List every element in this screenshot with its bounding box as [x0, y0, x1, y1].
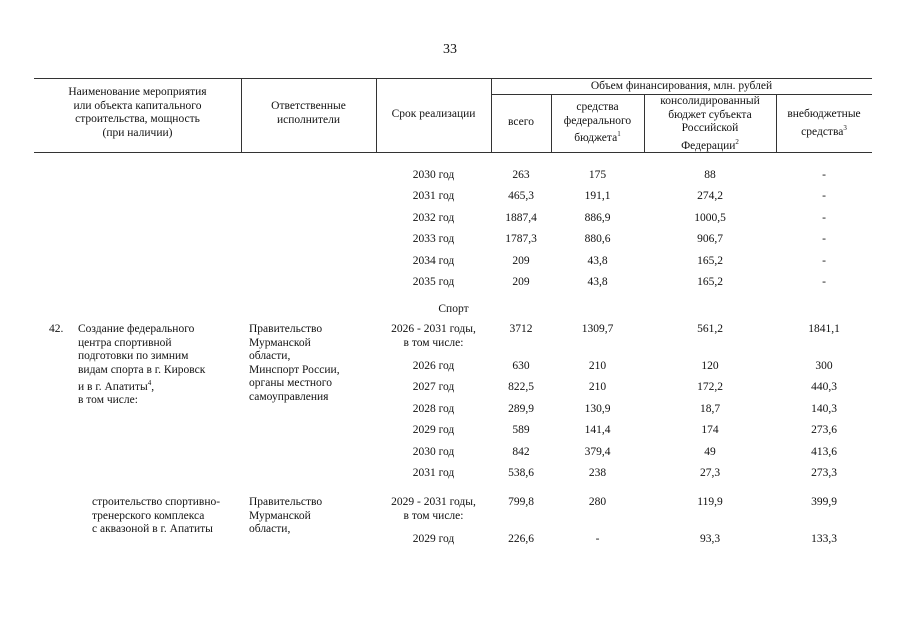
item-summary-federal: 1309,7	[581, 323, 614, 335]
row-total-cell: 538,6	[508, 467, 534, 479]
row-term-cell: 2029 год	[412, 424, 455, 437]
row-federal-cell: 210	[588, 381, 607, 394]
row-extra-cell: -	[822, 169, 826, 181]
row-federal-cell: 43,8	[587, 254, 608, 267]
row-extra-cell: -	[822, 233, 826, 246]
row-regional-cell: 174	[701, 424, 719, 437]
header-federal: средства федерального бюджета$^1$	[563, 101, 632, 144]
subitem-summary-extra: 399,9	[811, 496, 837, 508]
row-extra-cell: -	[822, 276, 826, 288]
row-term-cell: 2027 год	[412, 381, 455, 394]
item-summary-regional: 561,2	[697, 323, 723, 335]
row-extra-cell: -	[822, 254, 826, 267]
row-regional-cell: 120	[701, 360, 719, 372]
header-top-rule	[34, 78, 872, 79]
subitem-name: строительство спортивно- тренерского комплекса с аквазоной в г. Апатиты	[92, 496, 221, 535]
subitem-summary-total: 799,8	[508, 496, 534, 508]
row-federal-cell: 886,9	[584, 211, 611, 224]
row-extra-cell: -	[822, 190, 826, 203]
row-term-cell: 2033 год	[412, 233, 455, 246]
row-federal-cell: 175	[588, 169, 607, 181]
item-summary-total: 3712	[509, 323, 533, 335]
header-extra: внебюджетные средства$^3$	[787, 108, 861, 138]
row-extra-cell: 140,3	[811, 402, 837, 415]
subitem-summary-term: 2029 - 2031 годы, в том числе:	[391, 496, 476, 522]
subitem-summary-federal: 280	[588, 496, 607, 508]
item-summary-extra: 1841,1	[808, 323, 840, 335]
row-term-cell: 2032 год	[412, 211, 455, 224]
row-regional-cell: 165,2	[697, 254, 723, 267]
item-number: 42.	[49, 323, 64, 335]
row-regional-cell: 93,3	[699, 533, 721, 545]
row-regional-cell: 49	[704, 445, 716, 458]
row-total-cell: 209	[512, 276, 530, 288]
row-extra-cell: 273,3	[811, 467, 837, 479]
row-federal-cell: 191,1	[584, 190, 611, 203]
item-name: Создание федерального центра спортивной подготовки по зимним видам спорта в г. Кировск и в г. Апатиты$^4$, в том числе:	[78, 323, 206, 407]
row-federal-cell: 238	[588, 467, 607, 479]
row-extra-cell: 273,6	[811, 424, 837, 437]
row-federal-cell: 43,8	[587, 276, 608, 288]
row-regional-cell: 18,7	[699, 402, 721, 415]
row-total-cell: 263	[512, 169, 530, 181]
row-regional-cell: 88	[704, 169, 716, 181]
row-total-cell: 842	[512, 445, 530, 458]
row-term-cell: 2035 год	[412, 276, 455, 288]
row-total-cell: 1787,3	[505, 233, 537, 246]
subitem-responsible: Правительство Мурманской области,	[249, 496, 323, 535]
row-regional-cell: 172,2	[697, 381, 723, 394]
row-total-cell: 1887,4	[505, 211, 537, 224]
row-federal-cell: 130,9	[584, 402, 611, 415]
row-federal-cell: -	[595, 533, 600, 545]
row-term-cell: 2030 год	[412, 169, 455, 181]
row-regional-cell: 165,2	[697, 276, 723, 288]
row-term-cell: 2029 год	[412, 533, 455, 545]
row-federal-cell: 379,4	[584, 445, 611, 458]
header-regional: консолидированный бюджет субъекта Российской Федерации$^2$	[660, 95, 760, 152]
row-total-cell: 630	[512, 360, 530, 372]
row-total-cell: 226,6	[508, 533, 534, 545]
row-federal-cell: 880,6	[584, 233, 611, 246]
row-total-cell: 589	[512, 424, 530, 437]
row-extra-cell: 300	[815, 360, 833, 372]
item-summary-term: 2026 - 2031 годы, в том числе:	[391, 323, 476, 349]
row-term-cell: 2034 год	[412, 254, 455, 267]
row-regional-cell: 1000,5	[694, 211, 726, 224]
row-total-cell: 209	[512, 254, 530, 267]
row-regional-cell: 274,2	[697, 190, 723, 203]
row-term-cell: 2031 год	[412, 467, 455, 479]
header-name: Наименование мероприятия или объекта капитального строительства, мощность (при наличии)	[68, 86, 207, 139]
row-term-cell: 2028 год	[412, 402, 455, 415]
row-total-cell: 465,3	[508, 190, 534, 203]
header-financing: Объем финансирования, млн. рублей	[590, 80, 773, 92]
row-extra-cell: 413,6	[811, 445, 837, 458]
row-extra-cell: 133,3	[811, 533, 837, 545]
row-federal-cell: 210	[588, 360, 607, 372]
header-responsible: Ответственные исполнители	[271, 100, 346, 126]
item-responsible: Правительство Мурманской области, Минспорт России, органы местного самоуправления	[249, 323, 340, 403]
section-title: Спорт	[438, 303, 469, 315]
page-number: 33	[443, 42, 457, 57]
subitem-summary-regional: 119,9	[697, 496, 723, 508]
row-term-cell: 2026 год	[412, 360, 455, 372]
row-total-cell: 822,5	[508, 381, 534, 394]
row-federal-cell: 141,4	[584, 424, 611, 437]
row-regional-cell: 906,7	[697, 233, 723, 246]
row-term-cell: 2030 год	[412, 445, 455, 458]
row-extra-cell: -	[822, 211, 826, 224]
header-total: всего	[508, 116, 534, 128]
row-regional-cell: 27,3	[699, 467, 721, 479]
row-total-cell: 289,9	[508, 402, 534, 415]
header-term: Срок реализации	[391, 108, 476, 120]
row-extra-cell: 440,3	[811, 381, 837, 394]
row-term-cell: 2031 год	[412, 190, 455, 203]
